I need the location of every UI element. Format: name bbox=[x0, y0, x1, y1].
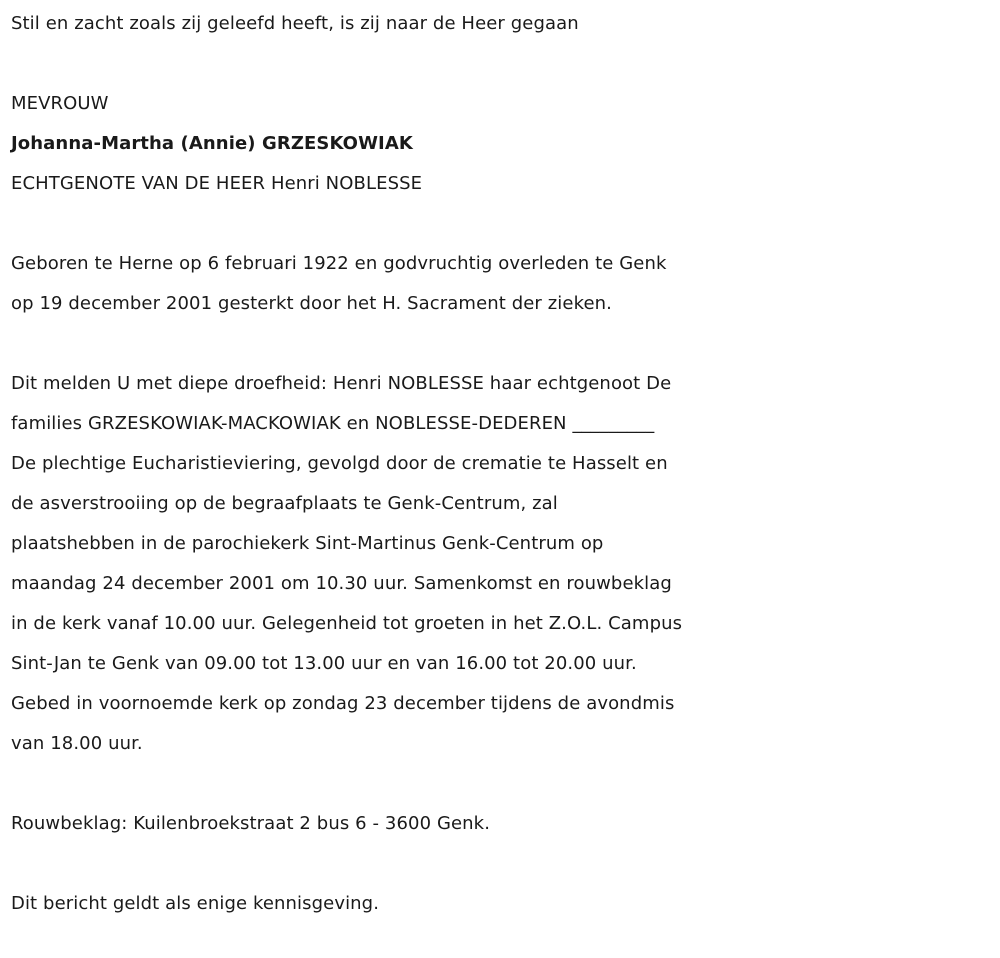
paragraph-line: De plechtige Eucharistieviering, gevolgd door de crematie te Hasselt en bbox=[11, 453, 668, 474]
obituary-notice bbox=[11, 4, 996, 924]
spacer bbox=[11, 44, 996, 84]
title-line: MEVROUW bbox=[11, 93, 109, 114]
paragraph-line: op 19 december 2001 gesterkt door het H. Sacrament der zieken. bbox=[11, 293, 612, 314]
deceased-name: Johanna-Martha (Annie) GRZESKOWIAK bbox=[11, 133, 413, 154]
closing-line: Dit bericht geldt als enige kennisgeving. bbox=[11, 893, 380, 914]
paragraph-line: de asverstrooiing op de begraafplaats te Genk-Centrum, zal bbox=[11, 493, 558, 514]
spouse-line: ECHTGENOTE VAN DE HEER Henri NOBLESSE bbox=[11, 173, 423, 194]
motto-line: Stil en zacht zoals zij geleefd heeft, is zij naar de Heer gegaan bbox=[11, 13, 579, 34]
paragraph-line: van 18.00 uur. bbox=[11, 733, 143, 754]
spacer bbox=[11, 324, 996, 364]
paragraph-line: plaatshebben in de parochiekerk Sint-Martinus Genk-Centrum op bbox=[11, 533, 604, 554]
spacer bbox=[11, 204, 996, 244]
paragraph-line: Sint-Jan te Genk van 09.00 tot 13.00 uur en van 16.00 tot 20.00 uur. bbox=[11, 653, 637, 674]
spacer bbox=[11, 844, 996, 884]
paragraph-line: maandag 24 december 2001 om 10.30 uur. Samenkomst en rouwbeklag bbox=[11, 573, 672, 594]
spacer bbox=[11, 764, 996, 804]
announcement-paragraph bbox=[11, 364, 996, 764]
paragraph-line: Gebed in voornoemde kerk op zondag 23 december tijdens de avondmis bbox=[11, 693, 675, 714]
birth-death-paragraph bbox=[11, 244, 996, 324]
paragraph-line: Dit melden U met diepe droefheid: Henri NOBLESSE haar echtgenoot De bbox=[11, 373, 672, 394]
paragraph-line: families GRZESKOWIAK-MACKOWIAK en NOBLESSE-DEDEREN _________ bbox=[11, 413, 655, 434]
paragraph-line: in de kerk vanaf 10.00 uur. Gelegenheid tot groeten in het Z.O.L. Campus bbox=[11, 613, 683, 634]
condolence-address: Rouwbeklag: Kuilenbroekstraat 2 bus 6 - 3600 Genk. bbox=[11, 813, 491, 834]
paragraph-line: Geboren te Herne op 6 februari 1922 en godvruchtig overleden te Genk bbox=[11, 253, 667, 274]
